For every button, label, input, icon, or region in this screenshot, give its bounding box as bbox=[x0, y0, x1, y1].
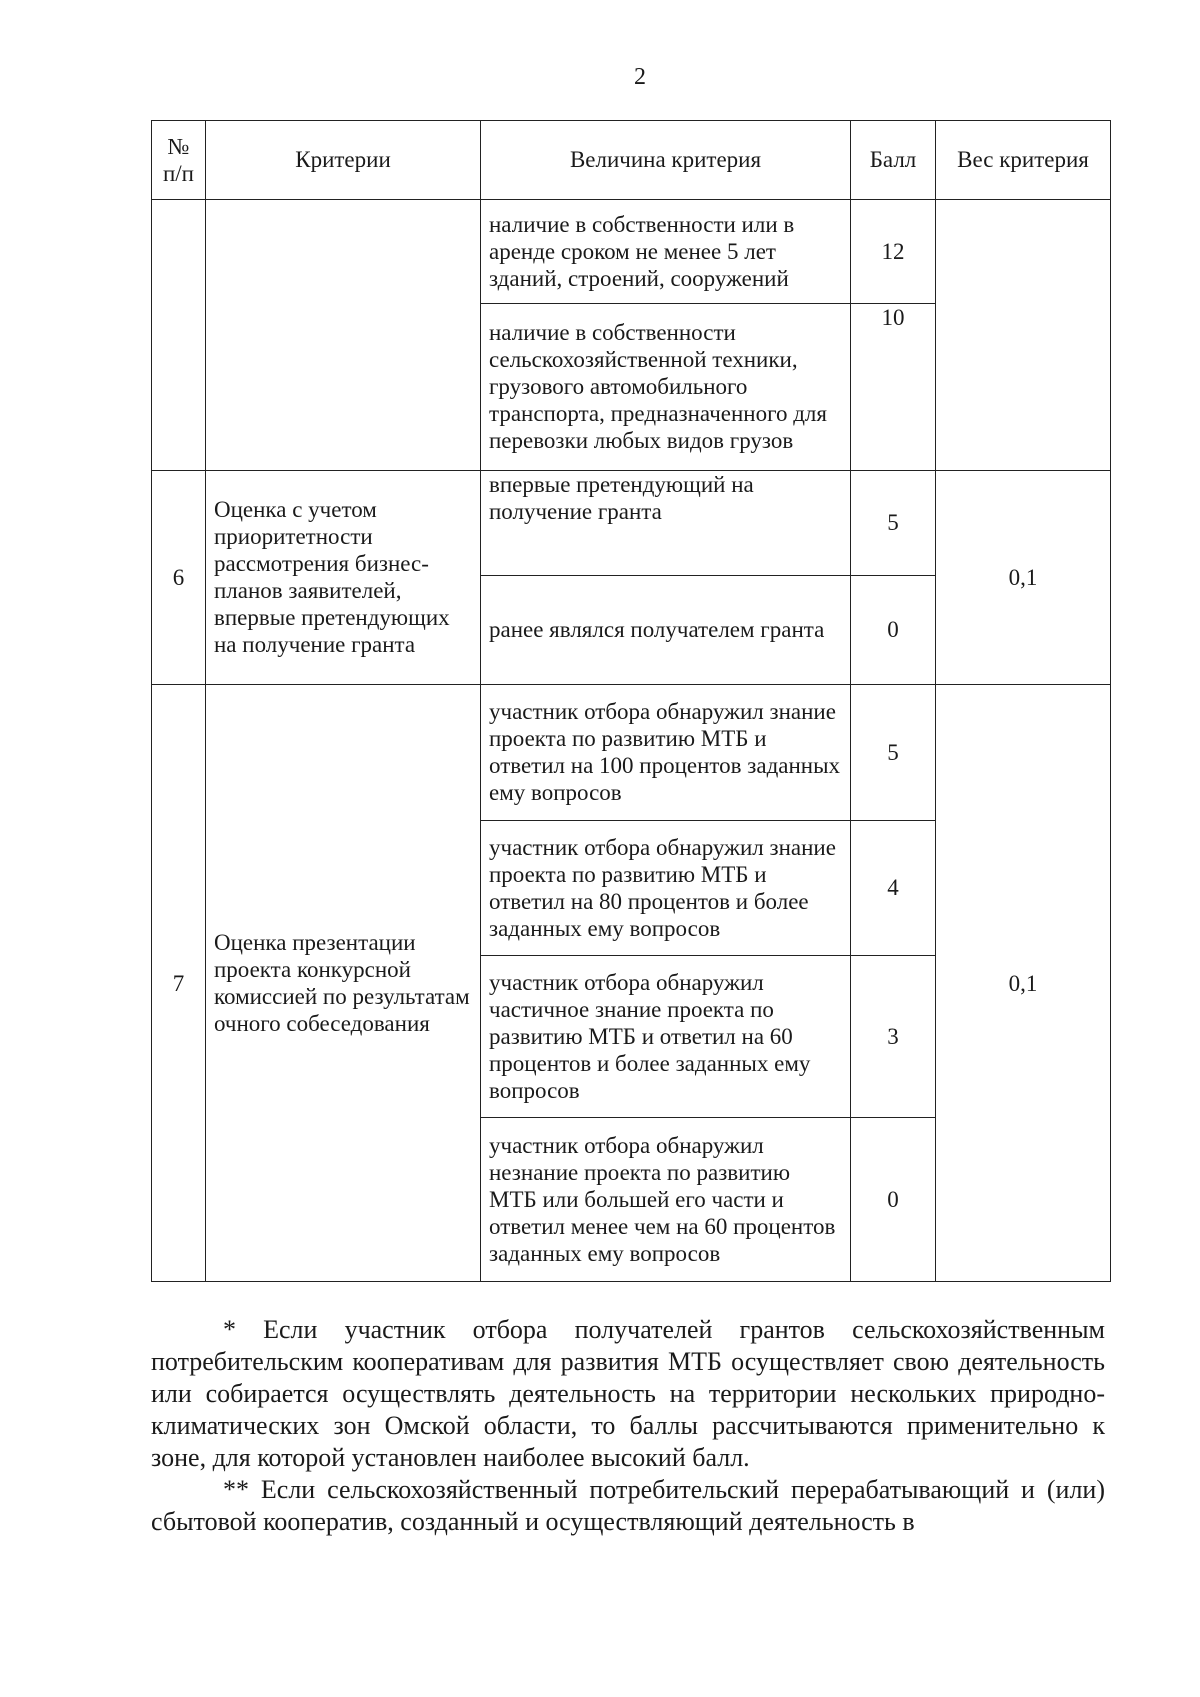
header-num: № п/п bbox=[152, 121, 206, 200]
value-cell: участник отбора обнаружил знание проекта по развитию МТБ и ответил на 100 процентов заданных ему вопросов bbox=[481, 685, 851, 821]
header-weight: Вес критерия bbox=[936, 121, 1111, 200]
weight-cell: 0,1 bbox=[936, 685, 1111, 1282]
page-number: 2 bbox=[634, 64, 646, 90]
criteria-cell: Оценка презентации проекта конкурсной комиссией по результатам очного собеседования bbox=[206, 685, 481, 1282]
header-criteria: Критерии bbox=[206, 121, 481, 200]
footnote-single-asterisk: * Если участник отбора получателей грантов сельскохозяйственным потребительским кооперативам для развития МТБ осуществляет свою деятельность или собирается осуществлять деятельность на территории нескольких природно-климатических зон Омской области, то баллы рассчитываются применительно к зоне, для которой установлен наиболее высокий балл. bbox=[151, 1315, 1105, 1472]
value-cell: участник отбора обнаружил незнание проекта по развитию МТБ или большей его части и ответил менее чем на 60 процентов заданных ему вопросов bbox=[481, 1117, 851, 1281]
footnote-double-asterisk: ** Если сельскохозяйственный потребительский перерабатывающий и (или) сбытовой кооператив, созданный и осуществляющий деятельность в bbox=[151, 1475, 1105, 1536]
criteria-table-wrapper bbox=[151, 120, 1110, 1282]
table-row bbox=[152, 470, 1111, 575]
item-number: 7 bbox=[152, 685, 206, 1282]
score-cell: 3 bbox=[851, 956, 936, 1118]
continuation-criteria-cell bbox=[206, 199, 481, 470]
value-cell: наличие в собственности сельскохозяйственной техники, грузового автомобильного транспорта, предназначенного для перевозки любых видов грузов bbox=[481, 303, 851, 470]
continuation-weight-cell bbox=[936, 199, 1111, 470]
score-cell: 0 bbox=[851, 575, 936, 684]
footnotes bbox=[151, 1314, 1105, 1538]
score-cell: 5 bbox=[851, 470, 936, 575]
score-cell: 10 bbox=[851, 303, 936, 470]
score-cell: 5 bbox=[851, 685, 936, 821]
table-row bbox=[152, 685, 1111, 821]
score-cell: 12 bbox=[851, 199, 936, 303]
value-cell: впервые претендующий на получение гранта bbox=[481, 470, 851, 575]
value-cell: ранее являлся получателем гранта bbox=[481, 575, 851, 684]
table-header-row bbox=[152, 121, 1111, 200]
item-number: 6 bbox=[152, 470, 206, 684]
header-value: Величина критерия bbox=[481, 121, 851, 200]
score-cell: 4 bbox=[851, 820, 936, 956]
table-row bbox=[152, 199, 1111, 303]
value-cell: участник отбора обнаружил знание проекта по развитию МТБ и ответил на 80 процентов и более заданных ему вопросов bbox=[481, 820, 851, 956]
value-cell: наличие в собственности или в аренде сроком не менее 5 лет зданий, строений, сооружений bbox=[481, 199, 851, 303]
continuation-num-cell bbox=[152, 199, 206, 470]
value-cell: участник отбора обнаружил частичное знание проекта по развитию МТБ и ответил на 60 процентов и более заданных ему вопросов bbox=[481, 956, 851, 1118]
header-score: Балл bbox=[851, 121, 936, 200]
weight-cell: 0,1 bbox=[936, 470, 1111, 684]
criteria-cell: Оценка с учетом приоритетности рассмотрения бизнес-планов заявителей, впервые претендующих на получение гранта bbox=[206, 470, 481, 684]
criteria-table bbox=[151, 120, 1111, 1282]
score-cell: 0 bbox=[851, 1117, 936, 1281]
